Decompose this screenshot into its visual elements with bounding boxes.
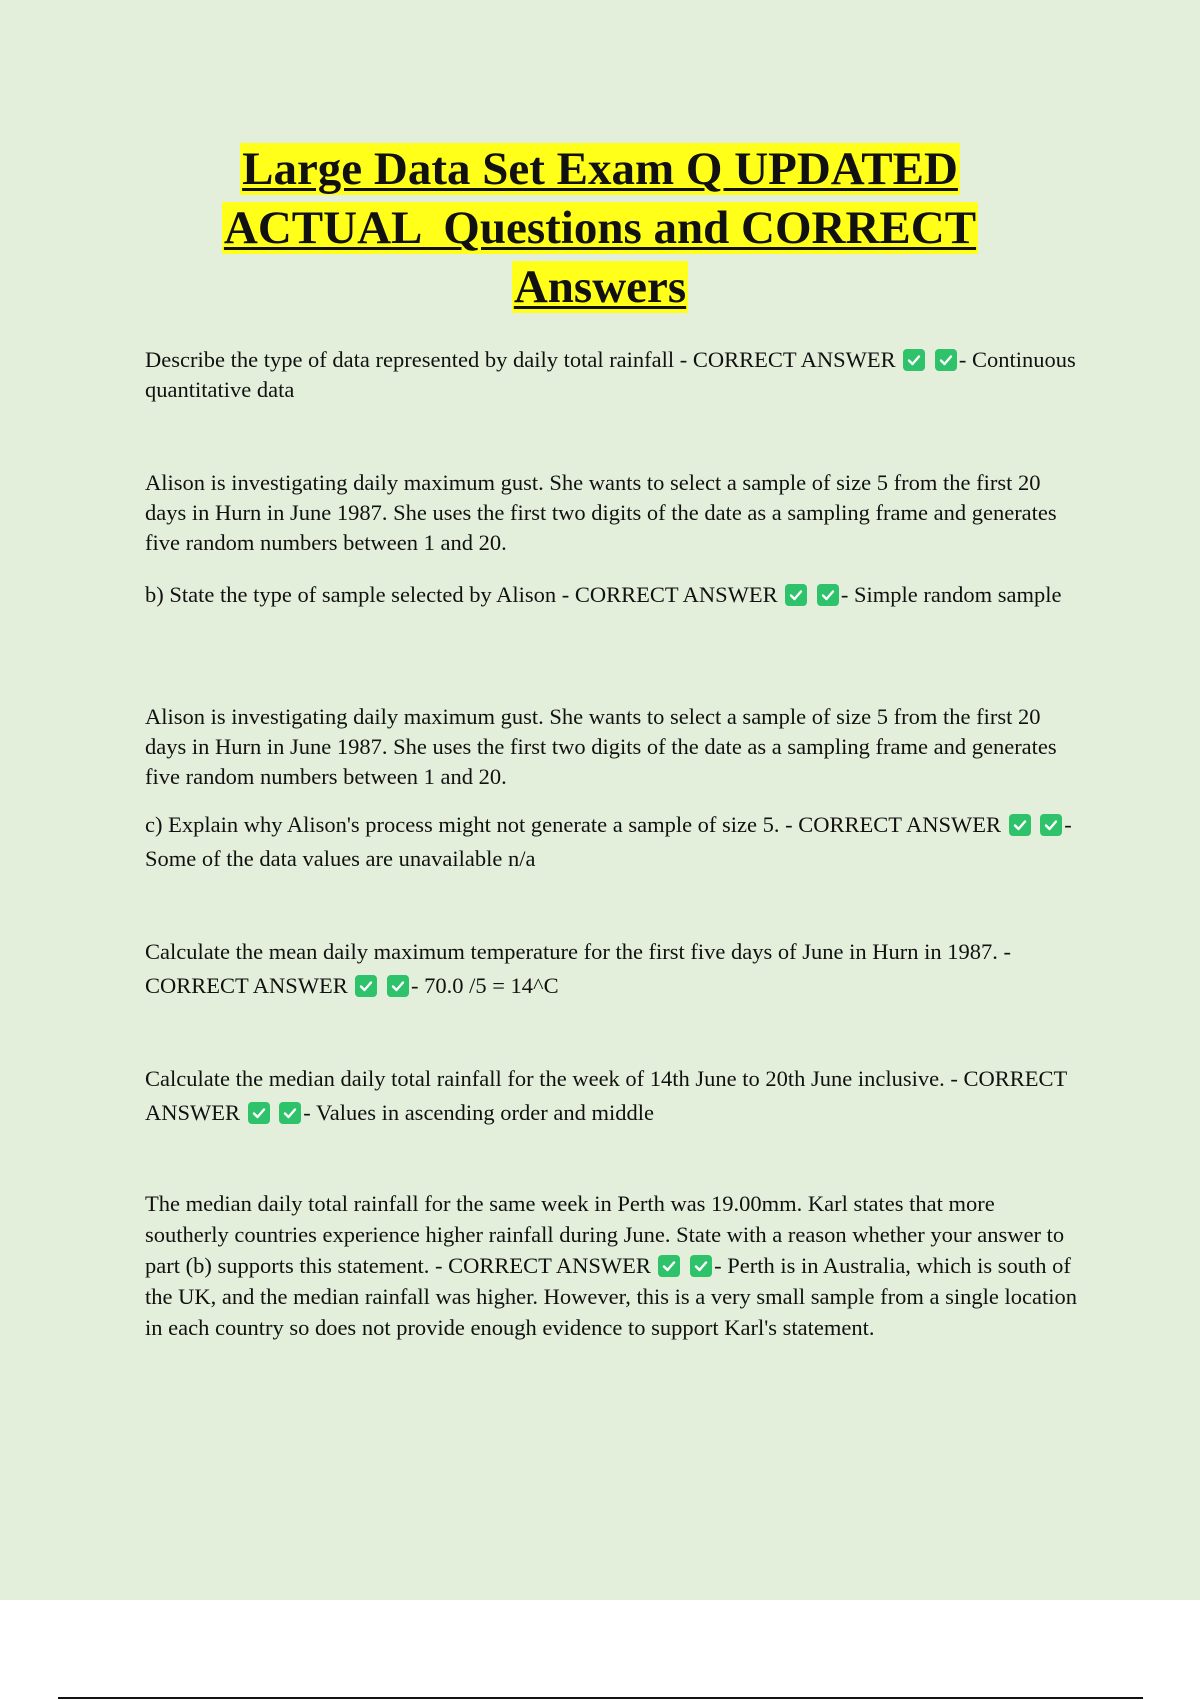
check-mark-icon — [387, 975, 409, 997]
qa-context-3: Alison is investigating daily maximum gust. She wants to select a sample of size 5 from the first 20 days in Hurn in June 1987. She uses the first two digits of the date as a sampling frame and generates five random numbers between 1 and 20. — [145, 704, 1057, 789]
check-mark-icon — [355, 975, 377, 997]
qa-item-2 — [145, 580, 1080, 610]
answer-text: - Simple random sample — [840, 582, 1062, 607]
qa-item-4 — [145, 935, 1080, 1003]
check-mark-icon — [1040, 814, 1062, 836]
correct-answer-label: CORRECT ANSWER — [798, 812, 1002, 837]
qa-item-5 — [145, 1062, 1080, 1130]
title-line-2: ACTUAL Questions and CORRECT — [223, 202, 977, 254]
check-mark-icon — [248, 1102, 270, 1124]
question-text: The median daily total rainfall for the same week in Perth was 19.00mm. Karl states that more southerly countries experience higher rainfall during June. State with a reason whether your answer to part (b) supports this statement. - — [145, 1191, 1065, 1278]
question-text: c) Explain why Alison's process might not generate a sample of size 5. - — [145, 812, 799, 837]
qa-context-2: Alison is investigating daily maximum gust. She wants to select a sample of size 5 from the first 20 days in Hurn in June 1987. She uses the first two digits of the date as a sampling frame and generates five random numbers between 1 and 20. — [145, 470, 1057, 555]
answer-text: - Perth is in Australia, which is south of the UK, and the median rainfall was higher. However, this is a very small sample from a single location in each country so does not provide enough evidence to support Karl's statement. — [145, 1253, 1077, 1340]
correct-answer-label: CORRECT ANSWER — [692, 347, 896, 372]
question-text: Calculate the mean daily maximum temperature for the first five days of June in Hurn in 1987. - — [145, 939, 1011, 964]
answer-text: - Some of the data values are unavailable n/a — [145, 812, 1072, 871]
correct-answer-label: CORRECT ANSWER — [574, 582, 778, 607]
question-text: b) State the type of sample selected by Alison - — [145, 582, 575, 607]
title-line-3: Answers — [513, 261, 687, 313]
question-text: Describe the type of data represented by daily total rainfall - — [145, 347, 693, 372]
qa-item-6 — [145, 1188, 1080, 1343]
check-mark-icon — [690, 1255, 712, 1277]
check-mark-icon — [935, 349, 957, 371]
check-mark-icon — [903, 349, 925, 371]
document-title — [100, 140, 1100, 317]
check-mark-icon — [785, 584, 807, 606]
correct-answer-label: CORRECT ANSWER — [145, 973, 348, 998]
check-mark-icon — [1009, 814, 1031, 836]
check-mark-icon — [279, 1102, 301, 1124]
answer-text: - Values in ascending order and middle — [303, 1100, 654, 1125]
qa-item-3 — [145, 808, 1080, 876]
answer-text: - 70.0 /5 = 14^C — [411, 973, 559, 998]
answer-text: - Continuous quantitative data — [145, 347, 1076, 402]
qa-item-1 — [145, 345, 1080, 405]
question-text: Calculate the median daily total rainfall for the week of 14th June to 20th June inclusive. - — [145, 1066, 964, 1091]
correct-answer-label: CORRECT ANSWER — [448, 1253, 651, 1278]
title-line-1: Large Data Set Exam Q UPDATED — [242, 143, 958, 195]
footer-divider — [58, 1697, 1143, 1699]
check-mark-icon — [658, 1255, 680, 1277]
correct-answer-label: CORRECT ANSWER — [145, 1066, 1067, 1125]
check-mark-icon — [817, 584, 839, 606]
